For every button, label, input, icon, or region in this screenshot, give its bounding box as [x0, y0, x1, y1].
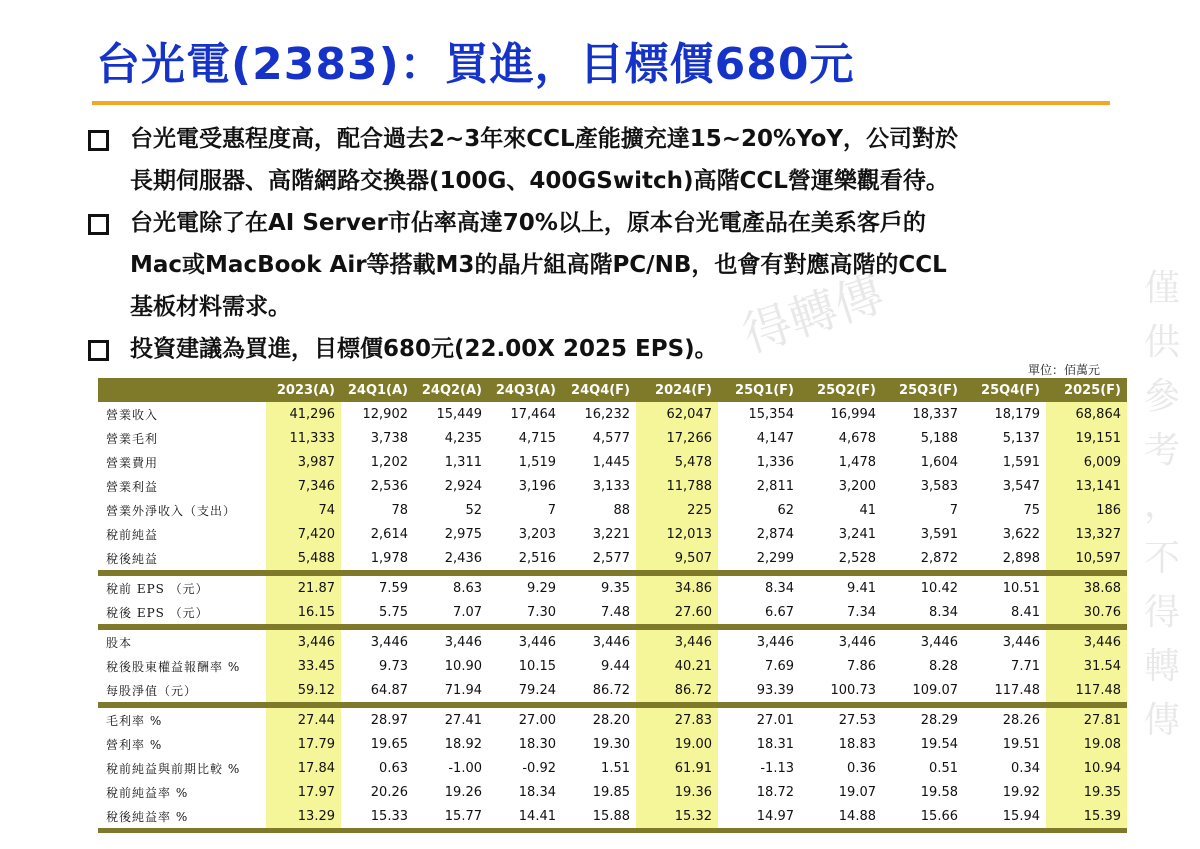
- table-cell: 9.44: [601, 658, 630, 674]
- column-header: 24Q4(F): [562, 378, 636, 402]
- table-cell: 2,577: [592, 550, 630, 566]
- table-row: [98, 402, 1127, 426]
- table-cell: 186: [1046, 498, 1127, 522]
- table-cell: 1,978: [370, 550, 408, 566]
- table-cell: 1,445: [592, 454, 630, 470]
- table-cell: 7,420: [266, 522, 341, 546]
- table-cell: 86.72: [636, 678, 718, 702]
- column-header: 2023(A): [266, 378, 341, 402]
- table-cell: 28.29: [920, 712, 958, 728]
- column-header: 24Q3(A): [488, 378, 562, 402]
- bullet-item-3: [88, 328, 1128, 370]
- table-cell: 4,577: [592, 430, 630, 446]
- table-cell: 27.41: [444, 712, 482, 728]
- table-cell: 21.87: [266, 576, 341, 600]
- table-bottom-bar: [98, 828, 1127, 833]
- table-cell: 19.92: [1002, 784, 1040, 800]
- table-cell: 14.97: [756, 808, 794, 824]
- table-cell: 10,597: [1046, 546, 1127, 570]
- row-label: 營業毛利: [106, 431, 159, 446]
- column-header: 24Q2(A): [414, 378, 488, 402]
- row-label: 每股淨值（元）: [106, 683, 198, 698]
- table-cell: 15,354: [748, 406, 794, 422]
- table-cell: 8.41: [1011, 604, 1040, 620]
- row-label: 稅前純益: [106, 527, 159, 542]
- table-cell: 15,449: [436, 406, 482, 422]
- table-cell: 18.30: [518, 736, 556, 752]
- table-cell: 1,604: [920, 454, 958, 470]
- column-header: 25Q1(F): [718, 378, 800, 402]
- table-cell: 2,811: [756, 478, 794, 494]
- table-cell: 3,446: [266, 630, 341, 654]
- table-cell: 19,151: [1046, 426, 1127, 450]
- table-cell: 3,203: [518, 526, 556, 542]
- table-cell: 18,337: [912, 406, 958, 422]
- table-cell: 15.39: [1046, 804, 1127, 828]
- table-cell: 19.00: [636, 732, 718, 756]
- table-cell: 10.15: [518, 658, 556, 674]
- table-cell: 86.72: [592, 682, 630, 698]
- table-cell: 19.58: [920, 784, 958, 800]
- table-cell: 5.75: [379, 604, 408, 620]
- table-row: [98, 654, 1127, 678]
- table-cell: 2,516: [518, 550, 556, 566]
- table-row: [98, 804, 1127, 828]
- table-cell: 8.34: [929, 604, 958, 620]
- bullet-item-2: [88, 202, 1128, 328]
- table-cell: 27.00: [518, 712, 556, 728]
- row-label: 營業利益: [106, 479, 159, 494]
- table-cell: 4,147: [756, 430, 794, 446]
- table-cell: 2,975: [444, 526, 482, 542]
- table-cell: 3,446: [636, 630, 718, 654]
- row-label: 稅前 EPS （元）: [106, 581, 209, 596]
- table-cell: -0.92: [522, 760, 556, 776]
- table-cell: 15.77: [444, 808, 482, 824]
- table-row: [98, 474, 1127, 498]
- table-cell: 61.91: [636, 756, 718, 780]
- table-cell: 3,446: [1046, 630, 1127, 654]
- table-cell: 9.35: [601, 580, 630, 596]
- table-cell: 19.35: [1046, 780, 1127, 804]
- table-row: [98, 780, 1127, 804]
- table-cell: 9.41: [847, 580, 876, 596]
- table-row: [98, 630, 1127, 654]
- table-cell: 14.41: [518, 808, 556, 824]
- table-cell: 64.87: [370, 682, 408, 698]
- table-row: [98, 546, 1127, 570]
- table-cell: 5,488: [266, 546, 341, 570]
- table-row: [98, 756, 1127, 780]
- table-cell: 3,221: [592, 526, 630, 542]
- watermark-vertical: 僅 供 參 考 ， 不 得 轉 傳: [1143, 268, 1180, 741]
- column-header: 2024(F): [636, 378, 718, 402]
- table-cell: 19.26: [444, 784, 482, 800]
- table-cell: 3,738: [370, 430, 408, 446]
- table-row: [98, 678, 1127, 702]
- table-cell: 15.66: [920, 808, 958, 824]
- row-label: 稅後純益率 %: [106, 809, 189, 824]
- bullet-list: [88, 118, 1128, 370]
- table-cell: 12,013: [636, 522, 718, 546]
- table-cell: 19.07: [838, 784, 876, 800]
- table-cell: 2,528: [838, 550, 876, 566]
- table-cell: 17.97: [266, 780, 341, 804]
- table-row: [98, 498, 1127, 522]
- column-header: [98, 378, 266, 402]
- table-cell: 17,266: [636, 426, 718, 450]
- table-cell: 2,299: [756, 550, 794, 566]
- table-cell: 20.26: [370, 784, 408, 800]
- table-cell: 27.83: [636, 708, 718, 732]
- table-cell: 13.29: [266, 804, 341, 828]
- table-cell: 3,446: [444, 634, 482, 650]
- table-cell: 27.60: [636, 600, 718, 624]
- table-cell: 34.86: [636, 576, 718, 600]
- table-cell: 3,987: [266, 450, 341, 474]
- table-cell: 3,446: [920, 634, 958, 650]
- table-cell: 8.34: [765, 580, 794, 596]
- table-cell: 19.30: [592, 736, 630, 752]
- page-title: 台光電(2383)：買進，目標價680元: [96, 39, 855, 90]
- table-cell: 0.34: [1011, 760, 1040, 776]
- table-cell: 16.15: [266, 600, 341, 624]
- table-cell: 5,188: [920, 430, 958, 446]
- table-cell: 15.32: [636, 804, 718, 828]
- bullet-line: 台光電受惠程度高，配合過去2~3年來CCL產能擴充達15~20%YoY，公司對於: [130, 126, 959, 152]
- table-cell: 0.63: [379, 760, 408, 776]
- table-cell: 71.94: [444, 682, 482, 698]
- bullet-line: 台光電除了在AI Server市佔率高達70%以上，原本台光電產品在美系客戶的: [130, 210, 926, 236]
- table-cell: 3,583: [920, 478, 958, 494]
- bullet-line: 投資建議為買進，目標價680元(22.00X 2025 EPS)。: [130, 336, 718, 362]
- table-cell: 3,200: [838, 478, 876, 494]
- checkbox-square-icon: [88, 340, 109, 361]
- table-cell: 18,179: [994, 406, 1040, 422]
- table-cell: 27.81: [1046, 708, 1127, 732]
- table-cell: 8.28: [929, 658, 958, 674]
- table-cell: 11,788: [636, 474, 718, 498]
- row-label: 稅前純益與前期比較 %: [106, 761, 241, 776]
- table-cell: 27.53: [838, 712, 876, 728]
- table-cell: 9.29: [527, 580, 556, 596]
- table-cell: 11,333: [266, 426, 341, 450]
- table-cell: 40.21: [636, 654, 718, 678]
- row-label: 股本: [106, 635, 133, 650]
- table-cell: 1,519: [518, 454, 556, 470]
- table-cell: 117.48: [1046, 678, 1127, 702]
- row-label: 營業收入: [106, 407, 159, 422]
- table-cell: 7.69: [765, 658, 794, 674]
- table-cell: 3,446: [592, 634, 630, 650]
- table-cell: 19.51: [1002, 736, 1040, 752]
- financial-table: [98, 378, 1127, 828]
- table-row: [98, 426, 1127, 450]
- table-cell: 7.48: [601, 604, 630, 620]
- table-cell: 3,133: [592, 478, 630, 494]
- table-row: [98, 576, 1127, 600]
- table-cell: 2,536: [370, 478, 408, 494]
- table-cell: 18.83: [838, 736, 876, 752]
- table-cell: 4,678: [838, 430, 876, 446]
- bullet-line: 基板材料需求。: [130, 294, 291, 320]
- table-cell: 18.72: [756, 784, 794, 800]
- table-cell: 15.94: [1002, 808, 1040, 824]
- row-label: 營業外淨收入（支出）: [106, 503, 237, 518]
- table-cell: 7.07: [453, 604, 482, 620]
- checkbox-square-icon: [88, 214, 109, 235]
- table-cell: 52: [465, 502, 482, 518]
- table-cell: -1.13: [760, 760, 794, 776]
- table-cell: 10.51: [1002, 580, 1040, 596]
- table-cell: 93.39: [756, 682, 794, 698]
- table-cell: 3,196: [518, 478, 556, 494]
- table-cell: -1.00: [448, 760, 482, 776]
- table-cell: 3,446: [838, 634, 876, 650]
- table-cell: 3,446: [1002, 634, 1040, 650]
- table-cell: 6.67: [765, 604, 794, 620]
- table-cell: 10.42: [920, 580, 958, 596]
- table-cell: 74: [266, 498, 341, 522]
- table-cell: 225: [636, 498, 718, 522]
- row-label: 稅後 EPS （元）: [106, 605, 209, 620]
- table-cell: 12,902: [362, 406, 408, 422]
- table-cell: 100.73: [830, 682, 876, 698]
- table-cell: 17.84: [266, 756, 341, 780]
- row-label: 營業費用: [106, 455, 159, 470]
- table-cell: 3,241: [838, 526, 876, 542]
- table-cell: 7.34: [847, 604, 876, 620]
- table-cell: 9.73: [379, 658, 408, 674]
- table-row: [98, 450, 1127, 474]
- table-cell: 88: [613, 502, 630, 518]
- table-cell: 68,864: [1046, 402, 1127, 426]
- table-cell: 10.94: [1046, 756, 1127, 780]
- table-cell: 13,141: [1046, 474, 1127, 498]
- bullet-line: Mac或MacBook Air等搭載M3的晶片組高階PC/NB，也會有對應高階的CCL: [130, 252, 947, 278]
- table-cell: 78: [391, 502, 408, 518]
- column-header: 2025(F): [1046, 378, 1127, 402]
- table-cell: 17.79: [266, 732, 341, 756]
- table-cell: 7: [949, 502, 958, 518]
- row-label: 稅後股東權益報酬率 %: [106, 659, 241, 674]
- table-cell: 16,232: [584, 406, 630, 422]
- column-header: 24Q1(A): [341, 378, 414, 402]
- table-cell: 1,591: [1002, 454, 1040, 470]
- table-cell: 41: [859, 502, 876, 518]
- table-cell: 19.54: [920, 736, 958, 752]
- table-cell: 28.20: [592, 712, 630, 728]
- table-row: [98, 522, 1127, 546]
- table-cell: 59.12: [266, 678, 341, 702]
- row-label: 營利率 %: [106, 737, 163, 752]
- unit-label: 單位：佰萬元: [1028, 363, 1101, 377]
- table-cell: 18.31: [756, 736, 794, 752]
- table-cell: 19.65: [370, 736, 408, 752]
- table-cell: 3,446: [370, 634, 408, 650]
- bullet-item-1: [88, 118, 1128, 202]
- table-cell: 1,202: [370, 454, 408, 470]
- table-cell: 3,547: [1002, 478, 1040, 494]
- table-cell: 27.44: [266, 708, 341, 732]
- table-cell: 0.51: [929, 760, 958, 776]
- table-cell: 2,898: [1002, 550, 1040, 566]
- table-cell: 28.26: [1002, 712, 1040, 728]
- table-header-row: [98, 378, 1127, 402]
- table-cell: 27.01: [756, 712, 794, 728]
- table-cell: 6,009: [1046, 450, 1127, 474]
- table-cell: 13,327: [1046, 522, 1127, 546]
- bullet-line: 長期伺服器、高階網路交換器(100G、400GSwitch)高階CCL營運樂觀看待。: [130, 168, 949, 194]
- table-cell: 2,924: [444, 478, 482, 494]
- row-label: 稅後純益: [106, 551, 159, 566]
- table-cell: 19.36: [636, 780, 718, 804]
- table-cell: 7: [547, 502, 556, 518]
- table-cell: 19.08: [1046, 732, 1127, 756]
- table-cell: 15.33: [370, 808, 408, 824]
- table-cell: 2,436: [444, 550, 482, 566]
- financial-table-wrapper: [98, 378, 1127, 833]
- table-cell: 1,311: [444, 454, 482, 470]
- watermark-diagonal: 得轉傳: [736, 265, 891, 364]
- table-cell: 109.07: [912, 682, 958, 698]
- table-cell: 2,874: [756, 526, 794, 542]
- table-row: [98, 732, 1127, 756]
- table-row: [98, 600, 1127, 624]
- table-cell: 10.90: [444, 658, 482, 674]
- title-underline: [92, 101, 1110, 105]
- table-cell: 14.88: [838, 808, 876, 824]
- table-row: [98, 708, 1127, 732]
- row-label: 毛利率 %: [106, 713, 163, 728]
- table-cell: 33.45: [266, 654, 341, 678]
- checkbox-square-icon: [88, 130, 109, 151]
- table-cell: 17,464: [510, 406, 556, 422]
- table-cell: 18.34: [518, 784, 556, 800]
- table-cell: 9,507: [636, 546, 718, 570]
- table-cell: 31.54: [1046, 654, 1127, 678]
- table-cell: 8.63: [453, 580, 482, 596]
- table-cell: 7.30: [527, 604, 556, 620]
- table-cell: 28.97: [370, 712, 408, 728]
- table-cell: 62,047: [636, 402, 718, 426]
- table-cell: 75: [1023, 502, 1040, 518]
- row-label: 稅前純益率 %: [106, 785, 189, 800]
- table-cell: 3,446: [518, 634, 556, 650]
- table-cell: 7.59: [379, 580, 408, 596]
- table-cell: 5,137: [1002, 430, 1040, 446]
- table-cell: 19.85: [592, 784, 630, 800]
- table-cell: 1,478: [838, 454, 876, 470]
- table-cell: 1,336: [756, 454, 794, 470]
- table-cell: 30.76: [1046, 600, 1127, 624]
- table-cell: 4,715: [518, 430, 556, 446]
- table-cell: 41,296: [266, 402, 341, 426]
- table-cell: 1.51: [601, 760, 630, 776]
- table-cell: 7.86: [847, 658, 876, 674]
- table-cell: 3,622: [1002, 526, 1040, 542]
- table-cell: 2,614: [370, 526, 408, 542]
- table-cell: 7,346: [266, 474, 341, 498]
- table-cell: 16,994: [830, 406, 876, 422]
- table-cell: 18.92: [444, 736, 482, 752]
- column-header: 25Q4(F): [964, 378, 1046, 402]
- table-cell: 79.24: [518, 682, 556, 698]
- table-cell: 7.71: [1011, 658, 1040, 674]
- table-cell: 15.88: [592, 808, 630, 824]
- table-cell: 5,478: [636, 450, 718, 474]
- table-cell: 62: [777, 502, 794, 518]
- table-cell: 38.68: [1046, 576, 1127, 600]
- table-cell: 3,446: [756, 634, 794, 650]
- table-cell: 0.36: [847, 760, 876, 776]
- table-cell: 3,591: [920, 526, 958, 542]
- table-cell: 2,872: [920, 550, 958, 566]
- column-header: 25Q2(F): [800, 378, 882, 402]
- table-cell: 4,235: [444, 430, 482, 446]
- column-header: 25Q3(F): [882, 378, 964, 402]
- table-cell: 117.48: [994, 682, 1040, 698]
